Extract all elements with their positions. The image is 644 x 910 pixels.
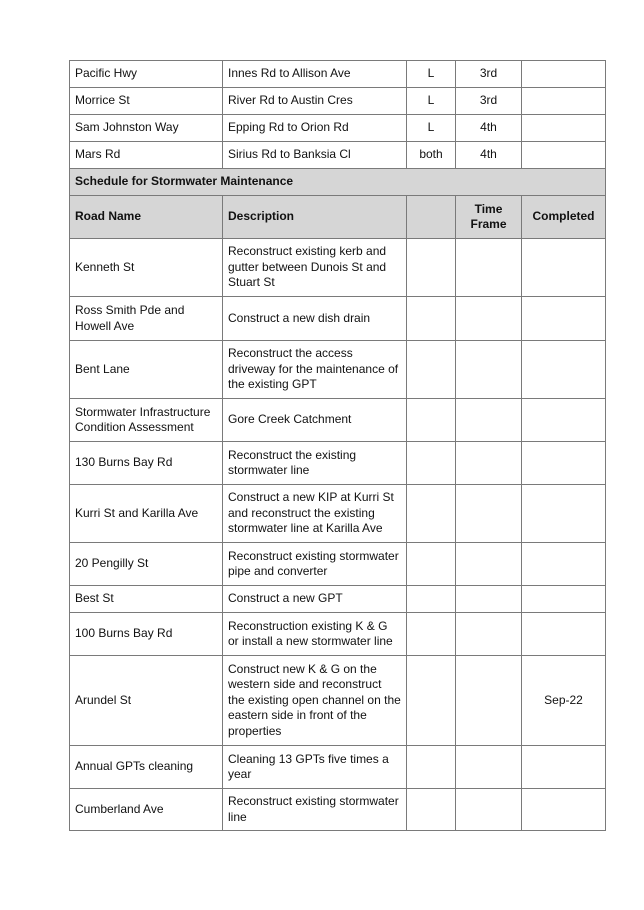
table-row [70,586,606,613]
blank-cell [407,656,456,746]
blank-cell [407,297,456,341]
table-row [70,442,606,485]
table-row [70,88,606,115]
road-name-cell: Bent Lane [70,341,223,399]
road-name-cell: Kurri St and Karilla Ave [70,485,223,543]
schedule-table [69,60,606,831]
description-cell: Reconstruct existing stormwater line [223,789,407,831]
time-frame-cell [456,399,522,442]
description-cell: Innes Rd to Allison Ave [223,61,407,88]
header-description: Description [223,196,407,239]
time-frame-cell [456,442,522,485]
table-row [70,61,606,88]
description-cell: Epping Rd to Orion Rd [223,115,407,142]
road-name-cell: Pacific Hwy [70,61,223,88]
completed-cell [522,115,606,142]
road-name-cell: Kenneth St [70,239,223,297]
road-name-cell: Arundel St [70,656,223,746]
completed-cell [522,746,606,789]
table-row [70,485,606,543]
table-row [70,399,606,442]
time-frame-cell [456,297,522,341]
road-name-cell: Sam Johnston Way [70,115,223,142]
order-cell: 3rd [456,61,522,88]
time-frame-cell [456,341,522,399]
completed-cell [522,442,606,485]
description-cell: Reconstruct the access driveway for the maintenance of the existing GPT [223,341,407,399]
description-cell: Cleaning 13 GPTs five times a year [223,746,407,789]
blank-cell [407,613,456,656]
table-row [70,115,606,142]
completed-cell [522,543,606,586]
road-name-cell: 100 Burns Bay Rd [70,613,223,656]
time-frame-cell [456,239,522,297]
blank-cell [407,341,456,399]
completed-cell [522,586,606,613]
completed-cell [522,61,606,88]
description-cell: Sirius Rd to Banksia Cl [223,142,407,169]
road-name-cell: Morrice St [70,88,223,115]
description-cell: Reconstruct the existing stormwater line [223,442,407,485]
table-row [70,543,606,586]
description-cell: Reconstruct existing stormwater pipe and converter [223,543,407,586]
side-cell: L [407,88,456,115]
road-name-cell: Cumberland Ave [70,789,223,831]
section-title: Schedule for Stormwater Maintenance [70,169,606,196]
blank-cell [407,239,456,297]
order-cell: 4th [456,142,522,169]
table-row [70,613,606,656]
blank-cell [407,746,456,789]
completed-cell [522,399,606,442]
time-frame-cell [456,656,522,746]
road-name-cell: 130 Burns Bay Rd [70,442,223,485]
blank-cell [407,399,456,442]
header-time-frame: Time Frame [456,196,522,239]
description-cell: Construct new K & G on the western side and reconstruct the existing open channel on the eastern side in front of the properties [223,656,407,746]
completed-cell [522,485,606,543]
side-cell: both [407,142,456,169]
description-cell: Reconstruct existing kerb and gutter between Dunois St and Stuart St [223,239,407,297]
completed-cell [522,88,606,115]
completed-cell [522,142,606,169]
time-frame-cell [456,586,522,613]
description-cell: Gore Creek Catchment [223,399,407,442]
table-row [70,789,606,831]
time-frame-cell [456,613,522,656]
section-title-row [70,169,606,196]
road-name-cell: Stormwater Infrastructure Condition Assessment [70,399,223,442]
header-blank [407,196,456,239]
schedule-table-body [70,61,606,831]
time-frame-cell [456,543,522,586]
header-completed: Completed [522,196,606,239]
road-name-cell: Best St [70,586,223,613]
blank-cell [407,442,456,485]
time-frame-cell [456,789,522,831]
header-road-name: Road Name [70,196,223,239]
description-cell: Construct a new KIP at Kurri St and reconstruct the existing stormwater line at Karilla Ave [223,485,407,543]
table-row [70,656,606,746]
description-cell: Reconstruction existing K & G or install a new stormwater line [223,613,407,656]
road-name-cell: 20 Pengilly St [70,543,223,586]
completed-cell: Sep-22 [522,656,606,746]
completed-cell [522,297,606,341]
completed-cell [522,239,606,297]
description-cell: Construct a new GPT [223,586,407,613]
road-name-cell: Annual GPTs cleaning [70,746,223,789]
table-row [70,746,606,789]
road-name-cell: Ross Smith Pde and Howell Ave [70,297,223,341]
road-name-cell: Mars Rd [70,142,223,169]
description-cell: River Rd to Austin Cres [223,88,407,115]
side-cell: L [407,115,456,142]
table-row [70,297,606,341]
time-frame-cell [456,746,522,789]
completed-cell [522,613,606,656]
blank-cell [407,586,456,613]
completed-cell [522,789,606,831]
header-row [70,196,606,239]
time-frame-cell [456,485,522,543]
order-cell: 3rd [456,88,522,115]
order-cell: 4th [456,115,522,142]
blank-cell [407,543,456,586]
side-cell: L [407,61,456,88]
table-row [70,142,606,169]
blank-cell [407,789,456,831]
table-row [70,239,606,297]
blank-cell [407,485,456,543]
completed-cell [522,341,606,399]
table-row [70,341,606,399]
description-cell: Construct a new dish drain [223,297,407,341]
